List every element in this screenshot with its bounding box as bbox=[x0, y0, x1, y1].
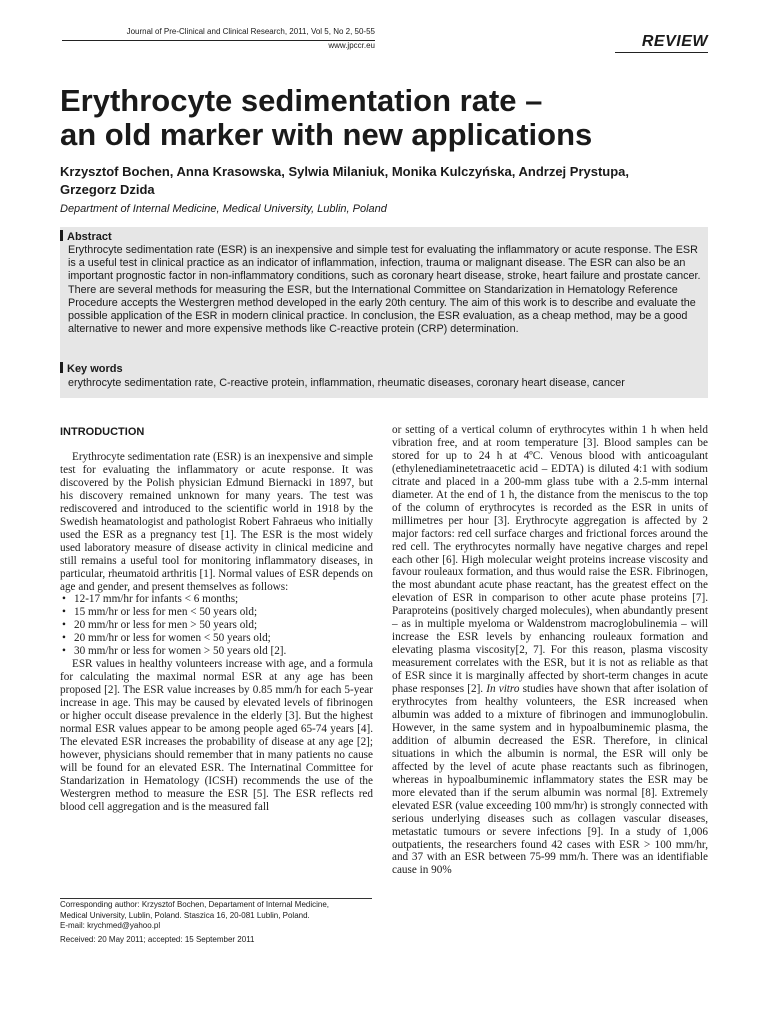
list-item: • 15 mm/hr or less for men < 50 years old; bbox=[60, 606, 373, 619]
abstract-text: Erythrocyte sedimentation rate (ESR) is an inexpensive and simple test for evaluating the inflammatory or acute response. The ESR is a useful test in clinical practice as an indicator of inflammation, infection, trauma or malignant disease. The ESR can also be an important prognostic factor in non-inflammatory conditions, such as coronary heart disease, stroke, heart failure and prostate cancer. There are several methods for measuring the ESR, but the International Committee on Standarization in Hematology Reference Procedure accepts the Westergren method developed in the early 20th century. The aim of this work is to describe and evaluate the possible application of the ESR in modern clinical practice. In conclusion, the ESR evaluation, as a cheap method, may be a good alternative to newer and more expensive methods like C-reactive protein (CRP) determination. bbox=[68, 244, 701, 336]
keywords-heading bbox=[60, 362, 123, 376]
journal-citation: Journal of Pre-Clinical and Clinical Research, 2011, Vol 5, No 2, 50-55 bbox=[126, 27, 375, 36]
body-paragraph bbox=[392, 424, 708, 877]
list-item: • 20 mm/hr or less for men > 50 years old; bbox=[60, 619, 373, 632]
keywords-text: erythrocyte sedimentation rate, C-reactive protein, inflammation, rheumatic diseases, coronary heart disease, cancer bbox=[68, 377, 625, 389]
received-dates: Received: 20 May 2011; accepted: 15 September 2011 bbox=[60, 935, 255, 944]
abstract-heading bbox=[60, 230, 112, 244]
keywords-heading-text: Key words bbox=[67, 363, 123, 375]
body-paragraph: Erythrocyte sedimentation rate (ESR) is an inexpensive and simple test for evaluating the inflammatory or acute response. It was discovered by the Polish physician Edmund Biernacki in 1897, but his discovery remained unknown for many years. The test was rediscovered and introduced to the scientific world in 1918 by the Swedish heamatologist and pathologist Robert Fahraeus who initially used the ESR as a pregnancy test [1]. The ESR is the most widely used laboratory measure of disease activity in clinical medicine and still remains a useful tool for monitoring inflammatory diseases, in particular, rheumatoid arthritis [1]. Normal values of ESR depends on age and gender, and present themselves as follows: bbox=[60, 451, 373, 593]
body-text: studies have shown that after isolation of erythrocytes from healthy volunteers, the ESR increased when albumin was added to a mixture of fibrinogen and immunoglobulin. However, in the same system and in hypoalbuminemic plasma, the addition of albumin decreased the ESR. Therefore, in clinical situations in which the albumin is normal, the ESR will only be affected by the level of acute phase reactants such as fibrinogen, whereas in hypoalbuminemic inflammatory states the ESR may be more elevated than if the serum albumin was normal [8]. Extremely elevated ESR (value exceeding 100 mm/hr) is strongly connected with serious underlying diseases such as collagen vascular diseases, metastatic tumours or severe infections [9]. In a study of 1,006 outpatients, the researchers found 42 cases with ESR > 100 mm/hr, and 37 with an ESR between 75-99 mm/h. There was an identifiable cause in 90% bbox=[392, 683, 709, 877]
section-tag: REVIEW bbox=[641, 33, 708, 50]
article-title-line-2: an old marker with new applications bbox=[60, 117, 593, 152]
list-item: • 12-17 mm/hr for infants < 6 months; bbox=[60, 593, 373, 606]
list-item: • 30 mm/hr or less for women > 50 years old [2]. bbox=[60, 645, 373, 658]
article-title bbox=[60, 84, 720, 152]
body-text-italic: In vitro bbox=[486, 683, 520, 696]
author-list-line-2: Grzegorz Dzida bbox=[60, 182, 155, 197]
introduction-heading: INTRODUCTION bbox=[60, 426, 145, 438]
list-item: • 20 mm/hr or less for women < 50 years old; bbox=[60, 632, 373, 645]
body-paragraph: ESR values in healthy volunteers increase with age, and a formula for calculating the maximal normal ESR at any age has been proposed [2]. The ESR value increases by 0.85 mm/h for each 5-year increase in age. This may be caused by elevated levels of fibrinogen or higher occult disease prevalence in the elderly [3]. But the highest normal ESR values appear to be among people aged 65-74 years [4]. The elevated ESR increases the probability of disease at any age [2]; however, physicians should remember that in many patients no cause will be found for an elevated ESR. The Internatinal Committee for Standarization in Hematology (ICSH) recommends the use of the Westergren method to measure the ESR [5]. The ESR reflects red blood cell aggregation and is the measured fall bbox=[60, 658, 373, 813]
author-list bbox=[60, 163, 720, 199]
section-tag-divider bbox=[615, 52, 708, 53]
footnote-divider bbox=[60, 898, 372, 899]
author-list-line-1: Krzysztof Bochen, Anna Krasowska, Sylwia Milaniuk, Monika Kulczyńska, Andrzej Prystupa, bbox=[60, 164, 630, 179]
footnote-email[interactable]: E-mail: krychmed@yahoo.pl bbox=[60, 921, 161, 931]
journal-url[interactable]: www.jpccr.eu bbox=[328, 41, 375, 50]
corresponding-author-note bbox=[60, 900, 372, 932]
article-title-line-1: Erythrocyte sedimentation rate – bbox=[60, 83, 543, 118]
body-column-right bbox=[392, 424, 708, 877]
abstract-heading-marker bbox=[60, 230, 63, 241]
footnote-line: Corresponding author: Krzysztof Bochen, Departament of Internal Medicine, bbox=[60, 900, 330, 909]
abstract-heading-text: Abstract bbox=[67, 231, 112, 243]
body-text: or setting of a vertical column of erythrocytes within 1 h when held vibration free, and at room temperature [3]. Blood samples can be stored for up to 24 h at 4ºC. Venous blood with anticoagulant (ethylenediaminetetraacetic acid – EDTA) is diluted 4:1 with sodium citrate and placed in a 200-mm glass tube with a 2.5-mm internal diameter. At the end of 1 h, the distance from the meniscus to the top of the column of erythrocytes is recorded as the ESR in units of millimetres per hour [3]. Erythrocyte aggregation is affected by 2 major factors: red cell surface charges and frictional forces around the red cell. The erythrocytes normally have negative charges and repel each other [6]. High molecular weight proteins increase viscosity and favour rouleaux formation, and thus would raise the ESR. Fibrinogen, the most abundant acute phase reactant, has the greatest effect on the elevation of ESR in comparison to other acute phase proteins [7]. Paraproteins (positively charged molecules), when abundantly present – as in multiple myeloma or Waldenstrom macroglobulinemia – will increase the ESR levels by enhancing rouleaux formation and elevating plasma viscosity[2, 7]. For this reason, plasma viscosity measurement correlates with the ESR, but it is not as reliable as that of ESR since it is marginally affected by short-term changes in acute phase responses [2]. bbox=[392, 424, 708, 696]
body-column-left bbox=[60, 451, 373, 814]
normal-values-list bbox=[60, 593, 373, 658]
footnote-line: Medical University, Lublin, Poland. Staszica 16, 20-081 Lublin, Poland. bbox=[60, 910, 310, 920]
affiliation: Department of Internal Medicine, Medical University, Lublin, Poland bbox=[60, 203, 387, 215]
keywords-heading-marker bbox=[60, 362, 63, 373]
